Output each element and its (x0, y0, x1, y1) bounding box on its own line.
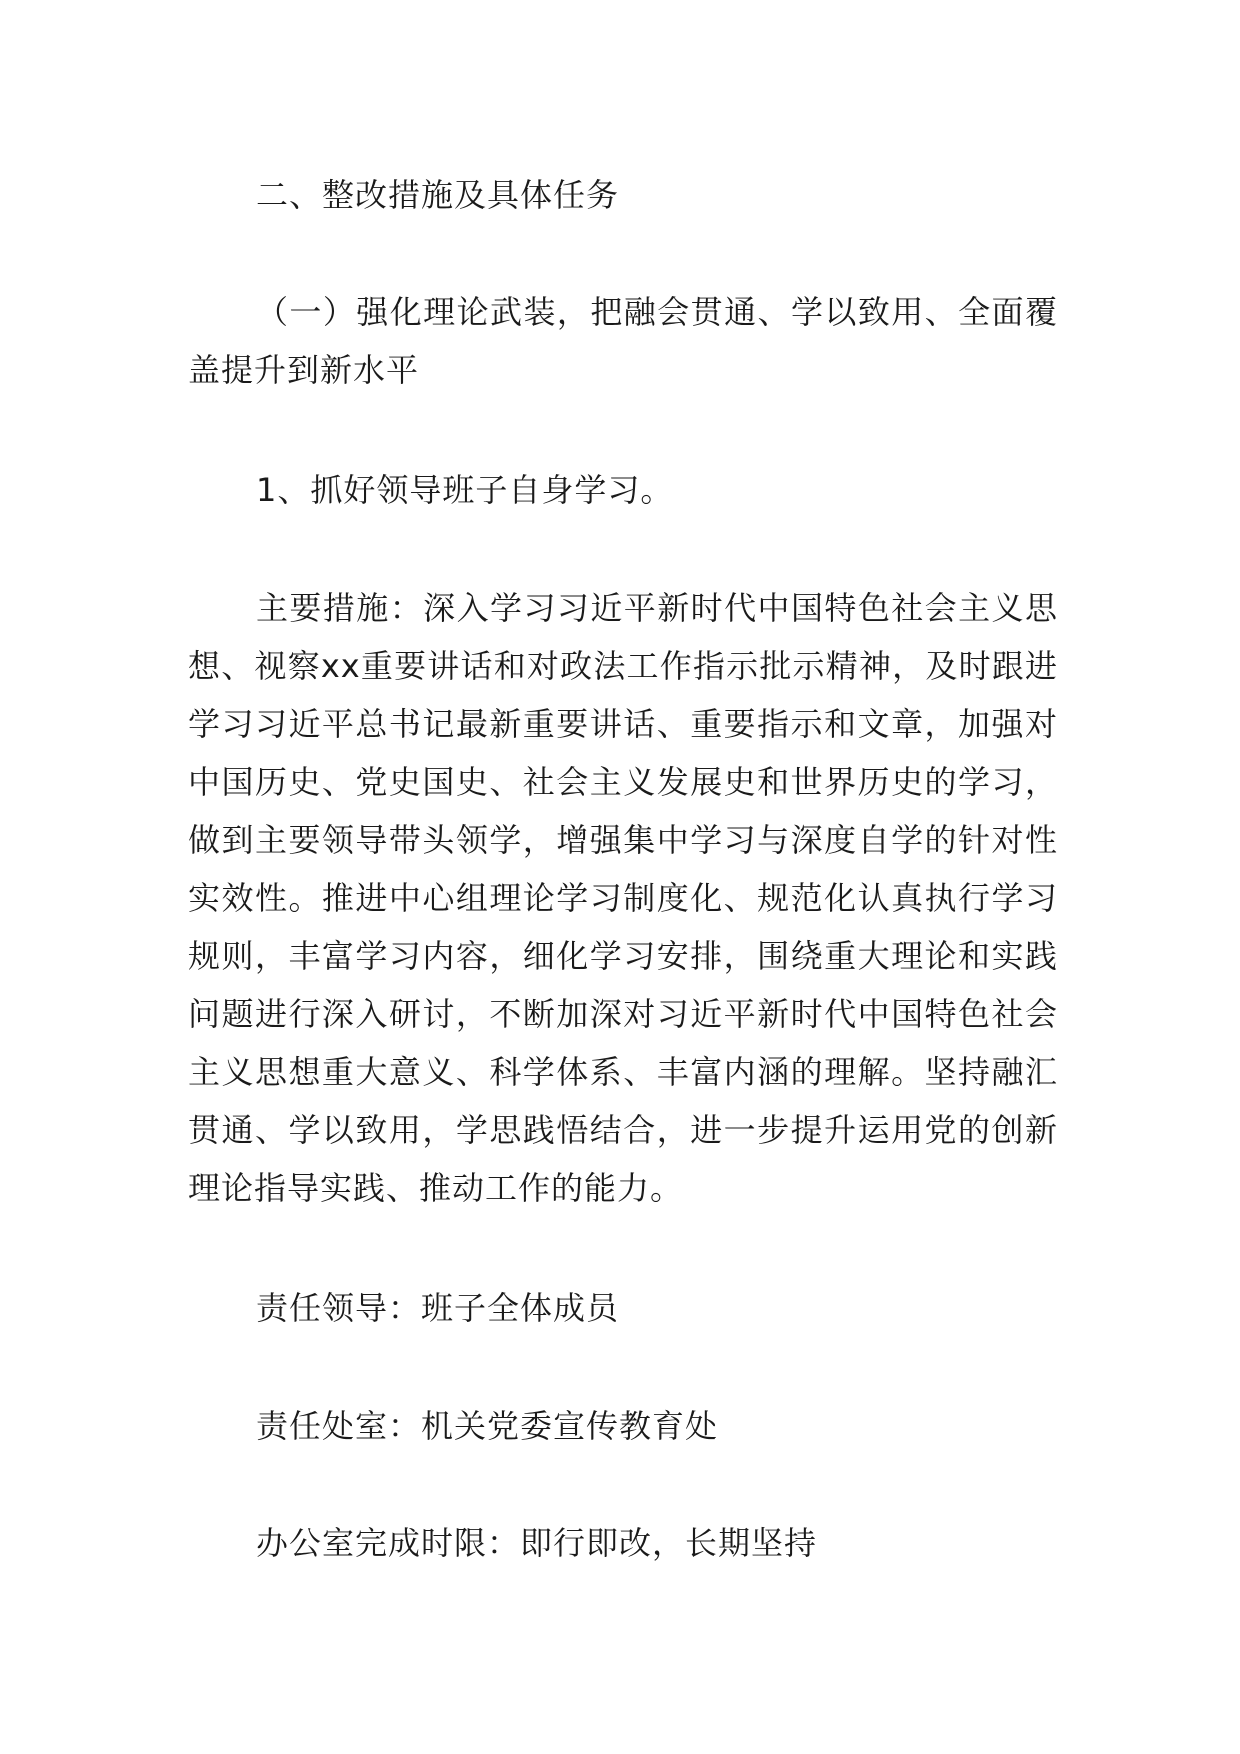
section-heading: 二、整改措施及具体任务 (256, 176, 620, 214)
measures-paragraph: 主要措施：深入学习习近平新时代中国特色社会主义思想、视察xx重要讲话和对政法工作指示批示精神，及时跟进学习习近平总书记最新重要讲话、重要指示和文章，加强对中国历史、党史国史、社会主义发展史和世界历史的学习，做到主要领导带头领学，增强集中学习与深度自学的针对性实效性。推进中心组理论学习制度化、规范化认真执行学习规则，丰富学习内容，细化学习安排，围绕重大理论和实践问题进行深入研讨，不断加深对习近平新时代中国特色社会主义思想重大意义、科学体系、丰富内涵的理解。坚持融汇贯通、学以致用，学思践悟结合，进一步提升运用党的创新理论指导实践、推动工作的能力。 (188, 589, 1058, 1207)
responsible-office: 责任处室：机关党委宣传教育处 (256, 1407, 719, 1445)
deadline: 办公室完成时限：即行即改，长期坚持 (256, 1524, 818, 1562)
subsection-heading: （一）强化理论武装，把融会贯通、学以致用、全面覆盖提升到新水平 (188, 293, 1058, 389)
item-title: 1、抓好领导班子自身学习。 (256, 471, 674, 509)
responsible-leader: 责任领导：班子全体成员 (256, 1289, 620, 1327)
